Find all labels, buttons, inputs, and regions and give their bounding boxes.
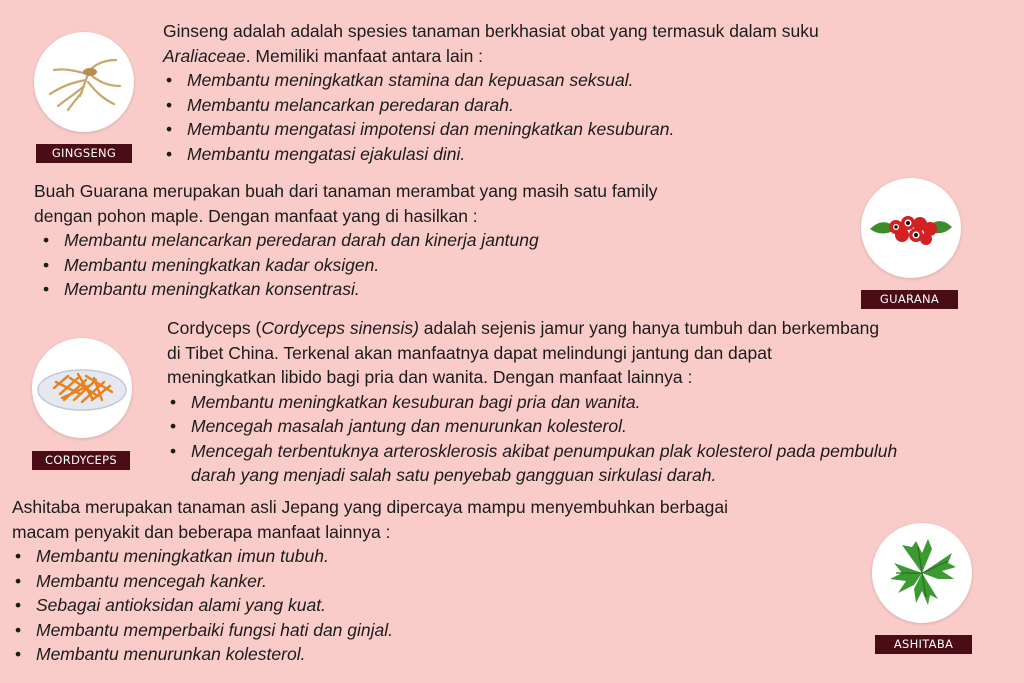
ashitaba-intro-line-1: Ashitaba merupakan tanaman asli Jepang yang dipercaya mampu menyembuhkan berbagai bbox=[12, 497, 728, 517]
list-item: • Membantu meningkatkan kesuburan bagi pria dan wanita. bbox=[167, 390, 927, 415]
ashitaba-benefit-list bbox=[12, 544, 728, 667]
list-item: • Membantu melancarkan peredaran darah dan kinerja jantung bbox=[40, 228, 658, 253]
ginseng-root-icon bbox=[38, 52, 130, 112]
cordyceps-intro-line-2: di Tibet China. Terkenal akan manfaatnya dapat melindungi jantung dan dapat bbox=[167, 342, 772, 363]
guarana-image bbox=[861, 178, 961, 278]
ginseng-intro-line-1: Ginseng adalah adalah spesies tanaman berkhasiat obat yang termasuk dalam suku bbox=[163, 21, 819, 41]
cordyceps-tag: CORDYCEPS bbox=[32, 451, 130, 470]
ashitaba-image bbox=[872, 523, 972, 623]
list-item: • Membantu meningkatkan stamina dan kepuasan seksual. bbox=[163, 68, 819, 93]
ginseng-intro-line-2 bbox=[163, 44, 819, 69]
list-item: • Membantu mengatasi ejakulasi dini. bbox=[163, 142, 819, 167]
ashitaba-leaf-icon bbox=[882, 533, 962, 613]
cordyceps-section bbox=[167, 316, 927, 488]
cordyceps-benefit-list bbox=[167, 390, 927, 488]
ginseng-family-name: Araliaceae bbox=[163, 45, 246, 66]
cordyceps-image bbox=[32, 338, 132, 438]
list-item: • Sebagai antioksidan alami yang kuat. bbox=[12, 593, 728, 618]
guarana-benefit-list bbox=[40, 228, 658, 302]
ginseng-section bbox=[163, 19, 819, 166]
ginseng-tag: GINGSENG bbox=[36, 144, 132, 163]
guarana-section bbox=[34, 179, 658, 302]
list-item: • Membantu memperbaiki fungsi hati dan ginjal. bbox=[12, 618, 728, 643]
cordyceps-intro-post: adalah sejenis jamur yang hanya tumbuh dan berkembang bbox=[418, 318, 880, 338]
guarana-fruit-icon bbox=[866, 203, 956, 253]
cordyceps-intro-pre: Cordyceps ( bbox=[167, 318, 262, 338]
guarana-intro-line-2: dengan pohon maple. Dengan manfaat yang di hasilkan : bbox=[34, 205, 478, 226]
guarana-intro-line-1: Buah Guarana merupakan buah dari tanaman merambat yang masih satu family bbox=[34, 181, 658, 201]
list-item: • Mencegah masalah jantung dan menurunkan kolesterol. bbox=[167, 414, 927, 439]
list-item: • Membantu melancarkan peredaran darah. bbox=[163, 93, 819, 118]
ginseng-benefit-list bbox=[163, 68, 819, 166]
cordyceps-intro-line-1 bbox=[167, 316, 927, 341]
list-item: • Membantu mengatasi impotensi dan meningkatkan kesuburan. bbox=[163, 117, 819, 142]
cordyceps-plate-icon bbox=[34, 358, 130, 418]
ashitaba-intro-line-2: macam penyakit dan beberapa manfaat lainnya : bbox=[12, 521, 391, 542]
list-item: • Membantu meningkatkan konsentrasi. bbox=[40, 277, 658, 302]
list-item: • Membantu meningkatkan kadar oksigen. bbox=[40, 253, 658, 278]
ashitaba-section bbox=[12, 495, 728, 667]
list-item: • Mencegah terbentuknya arterosklerosis akibat penumpukan plak kolesterol pada pembuluh darah yang menjadi salah satu penyebab gangguan sirkulasi darah. bbox=[167, 439, 927, 488]
list-item: • Membantu mencegah kanker. bbox=[12, 569, 728, 594]
ginseng-intro-rest: . Memiliki manfaat antara lain : bbox=[245, 45, 484, 66]
ashitaba-tag: ASHITABA bbox=[875, 635, 972, 654]
list-item: • Membantu meningkatkan imun tubuh. bbox=[12, 544, 728, 569]
list-item: • Membantu menurunkan kolesterol. bbox=[12, 642, 728, 667]
cordyceps-intro-line-3: meningkatkan libido bagi pria dan wanita. Dengan manfaat lainnya : bbox=[167, 367, 693, 387]
guarana-tag: GUARANA bbox=[861, 290, 958, 309]
cordyceps-latin-name: Cordyceps sinensis) bbox=[261, 318, 419, 338]
ginseng-image bbox=[34, 32, 134, 132]
